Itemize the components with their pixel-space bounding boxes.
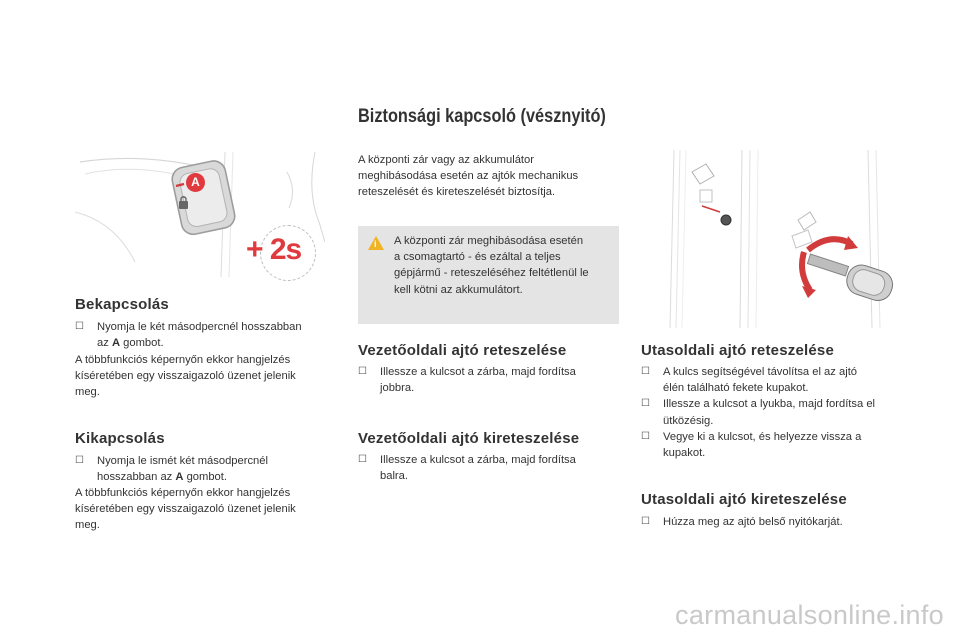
bekapcsolas-bullet: ☐ Nyomja le két másodpercnél hosszabban az A gombot. bbox=[75, 321, 302, 350]
list-item: ☐ Vegye ki a kulcsot, és helyezze vissza a kupakot. bbox=[641, 430, 862, 460]
checkbox-bullet-icon: ☐ bbox=[641, 430, 650, 442]
utas-kireteszeles-bullet: ☐ Húzza meg az ajtó belső nyitókarját. bbox=[641, 514, 911, 530]
checkbox-bullet-icon: ☐ bbox=[358, 366, 367, 377]
vezeto-reteszeles-bullet: ☐ Illessze a kulcsot a zárba, majd fordítsa jobbra. bbox=[358, 366, 576, 395]
checkbox-bullet-icon: ☐ bbox=[641, 516, 650, 527]
checkbox-bullet-icon: ☐ bbox=[75, 455, 84, 466]
vezeto-reteszeles-heading: Vezetőoldali ajtó reteszelése bbox=[358, 342, 567, 359]
kikapcsolas-heading: Kikapcsolás bbox=[75, 430, 165, 447]
checkbox-bullet-icon: ☐ bbox=[641, 366, 650, 377]
main-title: Biztonsági kapcsoló (vésznyitó) bbox=[358, 106, 606, 127]
info-note-text: A központi zár meghibásodása esetén a csomagtartó - és ezáltal a teljes gépjármű - reteszeléséhez feltétlenül le kell kötni az akkumulátort. bbox=[394, 235, 589, 296]
utas-reteszeles-bullets bbox=[641, 364, 911, 461]
list-item: ☐ A kulcs segítségével távolítsa el az ajtó élén található fekete kupakot. bbox=[641, 366, 858, 395]
press-duration-label: + 2s bbox=[246, 233, 302, 266]
utas-kireteszeles-heading: Utasoldali ajtó kireteszelése bbox=[641, 491, 847, 508]
button-a-badge: A bbox=[186, 173, 205, 192]
vezeto-kireteszeles-bullet: ☐ Illessze a kulcsot a zárba, majd fordítsa balra. bbox=[358, 454, 576, 483]
utas-reteszeles-heading: Utasoldali ajtó reteszelése bbox=[641, 342, 834, 359]
checkbox-bullet-icon: ☐ bbox=[641, 398, 650, 410]
bekapcsolas-heading: Bekapcsolás bbox=[75, 296, 169, 313]
kikapcsolas-paragraph: A többfunkciós képernyőn ekkor hangjelzés kíséretében egy visszaigazoló üzenet jelenik meg. bbox=[75, 487, 296, 532]
watermark: carmanualsonline.info bbox=[675, 600, 944, 630]
checkbox-bullet-icon: ☐ bbox=[358, 454, 367, 465]
checkbox-bullet-icon: ☐ bbox=[75, 321, 84, 332]
door-key-illustration bbox=[640, 150, 902, 328]
vezeto-kireteszeles-heading: Vezetőoldali ajtó kireteszelése bbox=[358, 430, 580, 447]
intro-paragraph: A központi zár vagy az akkumulátor meghibásodása esetén az ajtók mechanikus reteszelését és kireteszelését biztosítja. bbox=[358, 154, 579, 199]
kikapcsolas-bullet: ☐ Nyomja le ismét két másodpercnél hosszabban az A gombot. bbox=[75, 455, 268, 484]
list-item: ☐ Illessze a kulcsot a lyukba, majd fordítsa el ütközésig. bbox=[641, 398, 876, 427]
info-note: i A központi zár meghibásodása esetén a csomagtartó - és ezáltal a teljes gépjármű - reteszeléséhez feltétlenül le kell kötni az akkumulátort. bbox=[358, 226, 619, 324]
bekapcsolas-paragraph: A többfunkciós képernyőn ekkor hangjelzés kíséretében egy visszaigazoló üzenet jelenik meg. bbox=[75, 354, 296, 399]
